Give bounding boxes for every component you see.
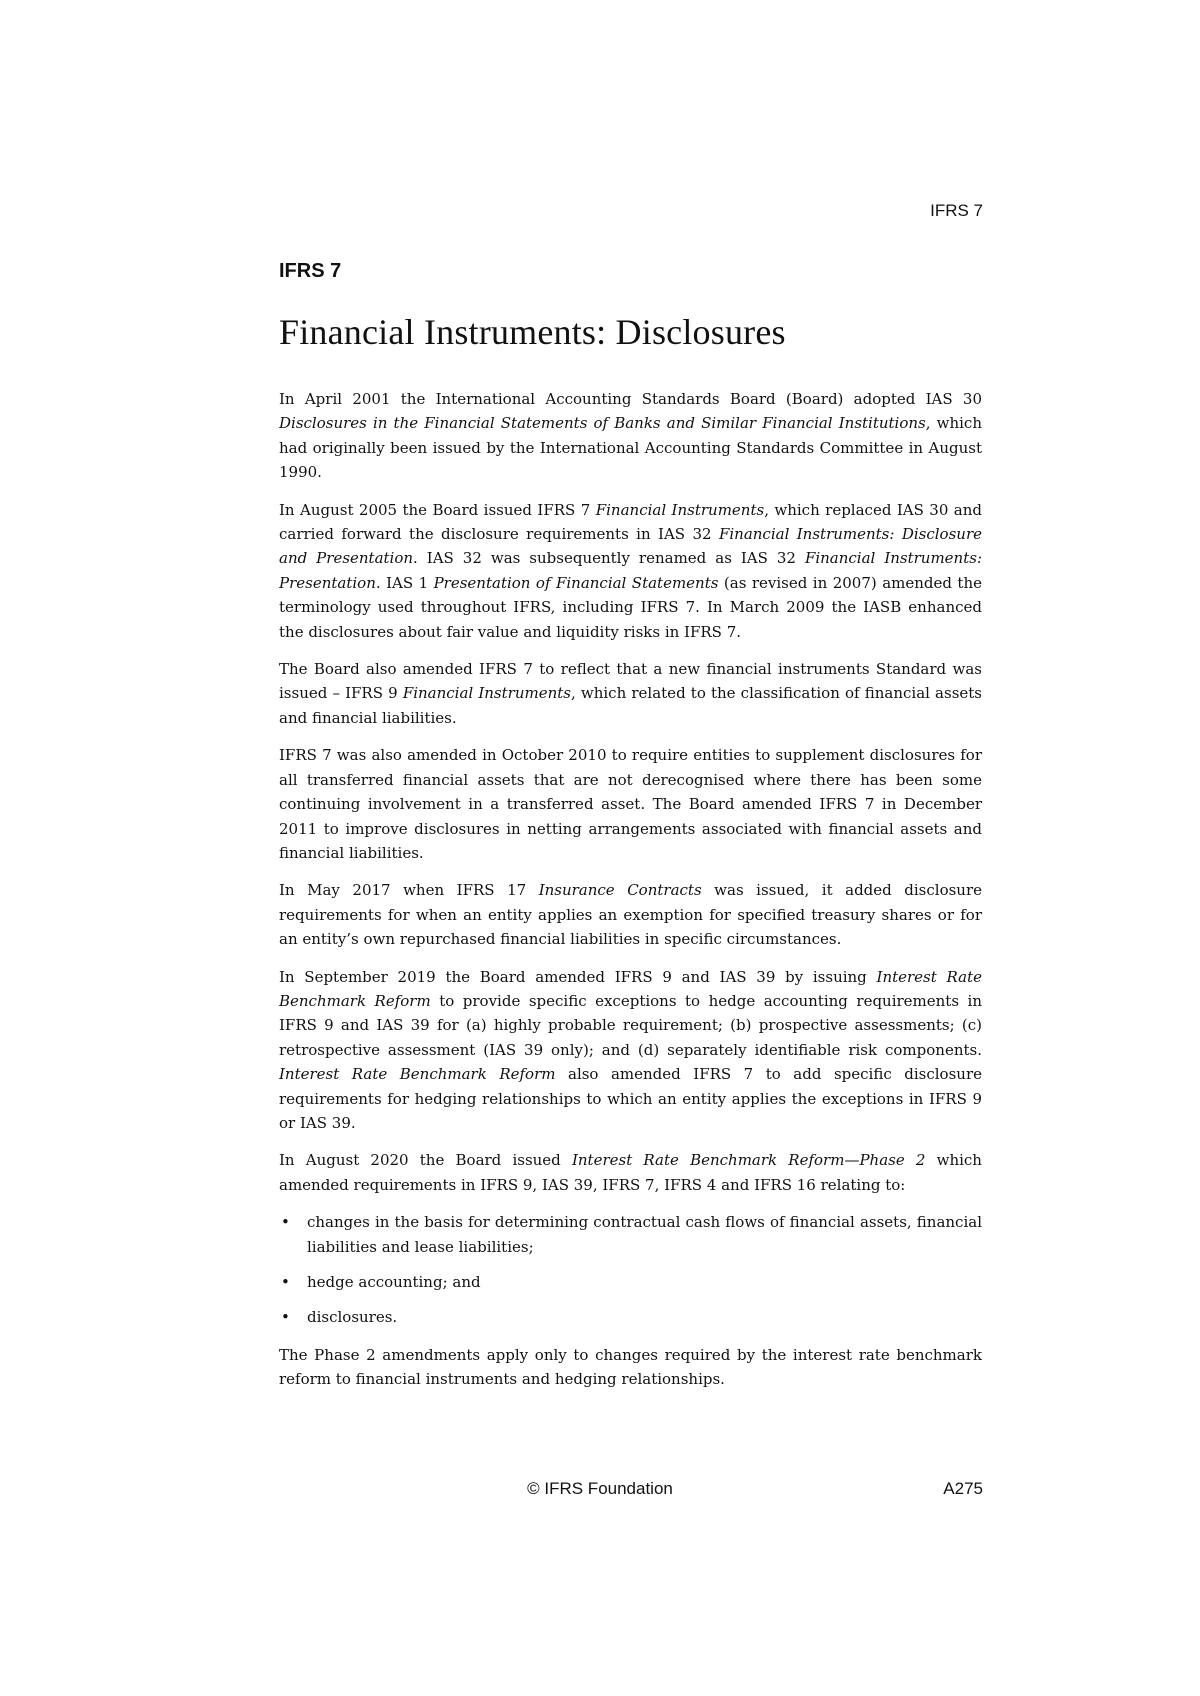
paragraph-ifrs9-amendment: The Board also amended IFRS 7 to reflect that a new financial instruments Standard was issued – IFRS 9 Financial Instruments, which related to the classification of financial assets and financial liabilities. [279,660,982,727]
list-item: • changes in the basis for determining contractual cash flows of financial assets, financial liabilities and lease liabilities; [279,1210,982,1259]
paragraph-phase2-scope: The Phase 2 amendments apply only to changes required by the interest rate benchmark reform to financial instruments and hedging relationships. [279,1345,982,1389]
footer-copyright: © IFRS Foundation [527,1479,673,1498]
paragraph-ifrs7-issued: In August 2005 the Board issued IFRS 7 Financial Instruments, which replaced IAS 30 and carried forward the disclosure requirements in IAS 32 Financial Instruments: Disclosure and Presentation. IAS 32 was subsequently renamed as IAS 32 Financial Instruments: Presentation. IAS 1 Presentation of Financial Statements (as revised in 2007) amended the terminology used throughout IFRS, including IFRS 7. In March 2009 the IASB enhanced the disclosures about fair value and liquidity risks in IFRS 7. [279,500,983,641]
bullet-icon: • [281,1273,290,1291]
running-header: IFRS 7 [930,201,983,220]
document-body [279,253,982,1405]
paragraph-benchmark-reform-2019: In September 2019 the Board amended IFRS 9 and IAS 39 by issuing Interest Rate Benchmark Reform to provide specific exceptions to hedge accounting requirements in IFRS 9 and IAS 39 for (a) highly probable requirement; (b) prospective assessments; (c) retrospective assessment (IAS 39 only); and (d) separately identifiable risk components. Interest Rate Benchmark Reform also amended IFRS 7 to add specific disclosure requirements for hedging relationships to which an entity applies the exceptions in IFRS 9 or IAS 39. [279,967,982,1132]
paragraph-ifrs17: In May 2017 when IFRS 17 Insurance Contracts was issued, it added disclosure requirements for when an entity applies an exemption for specified treasury shares or for an entity’s own repurchased financial liabilities in specific circumstances. [279,881,983,949]
list-item: • hedge accounting; and [279,1270,982,1294]
paragraph-transferred-assets: IFRS 7 was also amended in October 2010 to require entities to supplement disclosures for all transferred financial assets that are not derecognised where there has been some continuing involvement in a transferred asset. The Board amended IFRS 7 in December 2011 to improve disclosures in netting arrangements associated with financial assets and financial liabilities. [279,746,982,862]
bullet-icon: • [281,1213,290,1232]
bullet-icon: • [281,1308,290,1327]
page-number: A275 [943,1479,983,1498]
paragraph-ias30-adoption: In April 2001 the International Accounting Standards Board (Board) adopted IAS 30 Disclosures in the Financial Statements of Banks and Similar Financial Institutions, which had originally been issued by the International Accounting Standards Committee in August 1990. [279,390,982,482]
list-item: • disclosures. [279,1305,982,1329]
phase2-topics-list [279,1210,982,1330]
page-title: Financial Instruments: Disclosures [279,312,786,352]
standard-label: IFRS 7 [279,260,342,282]
paragraph-benchmark-reform-phase2: In August 2020 the Board issued Interest Rate Benchmark Reform—Phase 2 which amended requirements in IFRS 9, IAS 39, IFRS 7, IFRS 4 and IFRS 16 relating to: [279,1151,982,1194]
